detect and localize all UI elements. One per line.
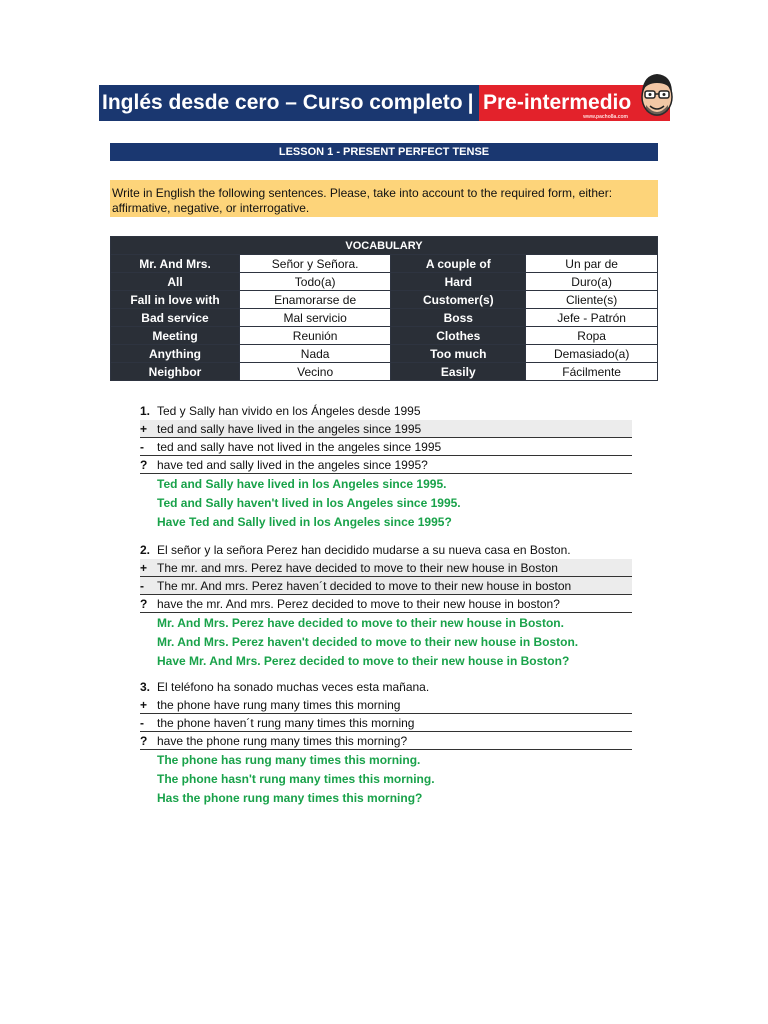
negative-text: the phone haven´t rung many times this morning xyxy=(157,715,415,730)
vocab-english: Clothes xyxy=(391,327,526,345)
vocabulary-title: VOCABULARY xyxy=(111,237,658,255)
vocabulary-row xyxy=(111,291,658,309)
vocab-english: Anything xyxy=(111,345,240,363)
answer-negative: Ted and Sally haven't lived in los Angeles since 1995. xyxy=(157,495,461,510)
plus-symbol: + xyxy=(140,697,148,712)
answer-interrogative: Has the phone rung many times this morning? xyxy=(157,790,423,805)
teacher-avatar-icon xyxy=(638,69,676,119)
vocab-spanish: Duro(a) xyxy=(526,273,658,291)
vocab-english: Mr. And Mrs. xyxy=(111,255,240,273)
course-level: Pre-intermedio xyxy=(483,91,632,114)
minus-symbol: - xyxy=(140,715,144,730)
vocabulary-row xyxy=(111,327,658,345)
vocab-spanish: Fácilmente xyxy=(526,363,658,381)
site-url: www.pacho8a.com xyxy=(583,114,628,120)
question-symbol: ? xyxy=(140,596,148,611)
answer-negative: The phone hasn't rung many times this morning. xyxy=(157,771,435,786)
vocab-english: Fall in love with xyxy=(111,291,240,309)
vocab-english: Too much xyxy=(391,345,526,363)
vocab-spanish: Señor y Señora. xyxy=(240,255,391,273)
exercise-prompt xyxy=(140,401,632,420)
lesson-title: LESSON 1 - PRESENT PERFECT TENSE xyxy=(110,143,658,161)
vocab-english: Meeting xyxy=(111,327,240,345)
course-level-block xyxy=(479,85,670,121)
negative-text: ted and sally have not lived in the angeles since 1995 xyxy=(157,439,442,454)
vocabulary-row xyxy=(111,345,658,363)
exercise-2 xyxy=(140,540,632,670)
vocab-spanish: Todo(a) xyxy=(240,273,391,291)
course-title-block xyxy=(99,85,479,121)
vocab-english: Neighbor xyxy=(111,363,240,381)
vocabulary-header-row xyxy=(111,237,658,255)
interrogative-text: have the mr. And mrs. Perez decided to move to their new house in boston? xyxy=(157,596,560,611)
vocabulary-row xyxy=(111,309,658,327)
exercise-1 xyxy=(140,401,632,531)
vocabulary-row xyxy=(111,273,658,291)
vocab-spanish: Nada xyxy=(240,345,391,363)
vocab-spanish: Un par de xyxy=(526,255,658,273)
course-banner xyxy=(99,85,670,121)
exercise-number: 1. xyxy=(140,403,151,418)
answer-affirmative: Ted and Sally have lived in los Angeles since 1995. xyxy=(157,476,447,491)
vocab-english: Boss xyxy=(391,309,526,327)
answer-negative: Mr. And Mrs. Perez haven't decided to move to their new house in Boston. xyxy=(157,634,579,649)
interrogative-line xyxy=(140,595,632,613)
exercise-prompt xyxy=(140,677,632,696)
vocab-spanish: Cliente(s) xyxy=(526,291,658,309)
affirmative-line xyxy=(140,559,632,577)
exercise-number: 2. xyxy=(140,542,151,557)
prompt-text: El señor y la señora Perez han decidido mudarse a su nueva casa en Boston. xyxy=(157,542,571,557)
answer-interrogative: Have Ted and Sally lived in los Angeles since 1995? xyxy=(157,514,452,529)
prompt-text: Ted y Sally han vivido en los Ángeles desde 1995 xyxy=(157,403,421,418)
plus-symbol: + xyxy=(140,560,148,575)
prompt-text: El teléfono ha sonado muchas veces esta mañana. xyxy=(157,679,430,694)
question-symbol: ? xyxy=(140,457,148,472)
minus-symbol: - xyxy=(140,578,144,593)
interrogative-text: have the phone rung many times this morning? xyxy=(157,733,408,748)
affirmative-text: the phone have rung many times this morning xyxy=(157,697,401,712)
vocab-spanish: Jefe - Patrón xyxy=(526,309,658,327)
affirmative-text: The mr. and mrs. Perez have decided to move to their new house in Boston xyxy=(157,560,558,575)
vocabulary-row xyxy=(111,363,658,381)
vocabulary-row xyxy=(111,255,658,273)
answer-interrogative: Have Mr. And Mrs. Perez decided to move to their new house in Boston? xyxy=(157,653,570,668)
negative-line xyxy=(140,577,632,595)
instructions-box: Write in English the following sentences. Please, take into account to the required form, either: affirmative, negative, or interrogative. xyxy=(110,180,658,217)
plus-symbol: + xyxy=(140,421,148,436)
negative-text: The mr. And mrs. Perez haven´t decided to move to their new house in boston xyxy=(157,578,572,593)
exercise-prompt xyxy=(140,540,632,559)
vocab-english: Bad service xyxy=(111,309,240,327)
course-title: Inglés desde cero – Curso completo xyxy=(102,91,463,114)
vocab-english: Customer(s) xyxy=(391,291,526,309)
interrogative-line xyxy=(140,732,632,750)
affirmative-line xyxy=(140,696,632,714)
exercise-number: 3. xyxy=(140,679,151,694)
answer-affirmative: The phone has rung many times this morning. xyxy=(157,752,421,767)
vocab-english: A couple of xyxy=(391,255,526,273)
interrogative-text: have ted and sally lived in the angeles since 1995? xyxy=(157,457,428,472)
affirmative-text: ted and sally have lived in the angeles since 1995 xyxy=(157,421,422,436)
minus-symbol: - xyxy=(140,439,144,454)
vocab-spanish: Enamorarse de xyxy=(240,291,391,309)
vocab-english: All xyxy=(111,273,240,291)
negative-line xyxy=(140,438,632,456)
answer-affirmative: Mr. And Mrs. Perez have decided to move to their new house in Boston. xyxy=(157,615,564,630)
vocabulary-table xyxy=(110,236,658,381)
affirmative-line xyxy=(140,420,632,438)
title-divider: | xyxy=(467,91,474,114)
vocab-spanish: Mal servicio xyxy=(240,309,391,327)
negative-line xyxy=(140,714,632,732)
vocab-spanish: Reunión xyxy=(240,327,391,345)
vocab-spanish: Demasiado(a) xyxy=(526,345,658,363)
vocab-spanish: Vecino xyxy=(240,363,391,381)
vocab-spanish: Ropa xyxy=(526,327,658,345)
vocab-english: Easily xyxy=(391,363,526,381)
exercise-3 xyxy=(140,677,632,807)
interrogative-line xyxy=(140,456,632,474)
vocab-english: Hard xyxy=(391,273,526,291)
question-symbol: ? xyxy=(140,733,148,748)
